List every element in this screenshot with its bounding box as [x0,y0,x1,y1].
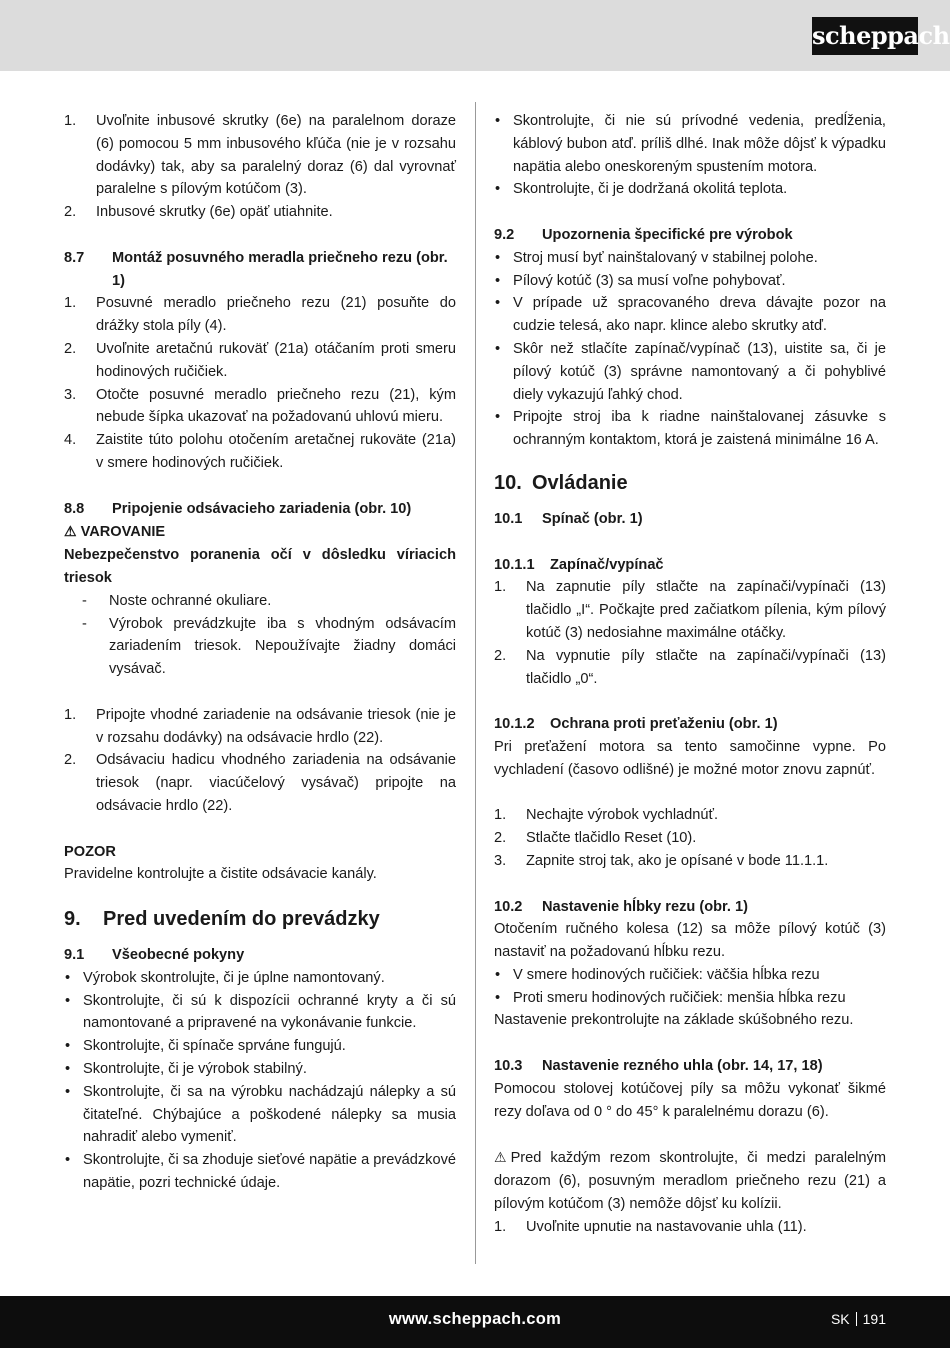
page-indicator [831,1311,886,1327]
warning-label: ⚠ VAROVANIE [64,520,456,544]
list-item: • Skontrolujte, či sú k dispozícii ochranné kryty a či sú namontované a pripravené na vykonávanie funkcie. [65,992,456,1032]
list-item: • V prípade už spracovaného dreva dávajte pozor na cudzie telesá, ako napr. klince alebo skrutky atď. [495,295,886,335]
right-column [494,110,886,1238]
list-item: 3. Zapnite stroj tak, ako je opísané v bode 11.1.1. [494,852,829,869]
list-item: • Skontrolujte, či je výrobok stabilný. [65,1061,307,1078]
list-item: • Pripojte stroj iba k riadne nainštalovanej zásuvke s ochranným kontaktom, ktorá je zaistená minimálne 16 A. [495,409,886,449]
section-heading-10-2: 10.2 Nastavenie hĺbky rezu (obr. 1) [494,898,749,915]
brand-logo: scheppach [812,17,918,55]
list-item: • Proti smeru hodinových ručičiek: menšia hĺbka rezu [495,989,846,1006]
section-heading-8-7: 8.7 Montáž posuvného meradla priečneho rezu (obr. 1) [64,249,448,289]
warning-text: Nebezpečenstvo poranenia očí v dôsledku víriacich triesok [64,547,456,586]
list-item: 2. Odsávaciu hadicu vhodného zariadenia na odsávanie triesok (napr. viacúčelový vysávač) pripojte na odsávacie hrdlo (22). [64,752,456,814]
list-item: - Výrobok prevádzkujte iba s vhodným odsávacím zariadením triesok. Nepoužívajte žiadny domáci vysávač. [82,615,456,678]
list-item: 2. Uvoľnite aretačnú rukoväť (21a) otáčaním proti smeru hodinových ručičiek. [64,340,456,380]
warning-triangle-icon: ⚠ [64,523,77,540]
list-item: 2. Na vypnutie píly stlačte na zapínači/vypínači (13) tlačidlo „0“. [494,647,886,687]
website-url: www.scheppach.com [388,1310,562,1328]
list-item: 2. Inbusové skrutky (6e) opäť utiahnite. [64,204,333,221]
list-item: 3. Otočte posuvné meradlo priečneho rezu (21), kým nebude šípka ukazovať na požadovanú uhlovú mieru. [64,386,456,426]
chapter-heading-9: 9. Pred uvedením do prevádzky [64,908,380,931]
section-heading-10-1-1: 10.1.1 Zapínač/vypínač [494,556,664,573]
warning-triangle-icon: ⚠ [494,1149,507,1166]
section-heading-8-8: 8.8 Pripojenie odsávacieho zariadenia (obr. 10) [64,500,412,517]
list-item: • Pílový kotúč (3) sa musí voľne pohybovať. [495,272,786,289]
section-heading-10-1-2: 10.1.2 Ochrana proti preťaženiu (obr. 1) [494,716,778,733]
chapter-heading-10: 10. Ovládanie [494,471,628,494]
list-item: • Skôr než stlačíte zapínač/vypínač (13), uistite sa, či je pílový kotúč (3) správne namontovaný a či pohyblivé diely vykazujú ľahký chod. [495,340,886,403]
language-code: SK [830,1311,850,1327]
list-item: 4. Zaistite túto polohu otočením aretačnej rukoväte (21a) v smere hodinových ručičiek. [64,432,456,471]
list-item: 1. Uvoľnite inbusové skrutky (6e) na paralelnom doraze (6) pomocou 5 mm inbusového kľúča (nie je v rozsahu dodávky) tak, aby sa paralelný doraz (6) dal vyrovnať paralelne s pílovým kotúčom (3). [64,113,456,198]
paragraph: Otočením ručného kolesa (12) sa môže pílový kotúč (3) nastaviť na požadovanú hĺbku rezu. [494,921,886,961]
header-bar [0,0,950,71]
left-column [64,110,456,1195]
list-item: 1. Uvoľnite upnutie na nastavovanie uhla (11). [494,1218,807,1235]
paragraph: Nastavenie prekontrolujte na základe skúšobného rezu. [494,1012,854,1029]
page-number: 191 [862,1311,886,1327]
list-item: 2. Stlačte tlačidlo Reset (10). [494,830,697,847]
list-item: 1. Posuvné meradlo priečneho rezu (21) posuňte do drážky stola píly (4). [64,295,456,335]
section-heading-9-2: 9.2 Upozornenia špecifické pre výrobok [494,226,793,243]
paragraph: Pomocou stolovej kotúčovej píly sa môžu vykonať šikmé rezy doľava od 0 ° do 45° k paralelnému dorazu (6). [494,1080,886,1120]
footer-bar [0,1296,950,1348]
list-item: • Skontrolujte, či sa zhoduje sieťové napätie a prevádzkové napätie, pozri technické údaje. [65,1152,456,1192]
list-item: • Skontrolujte, či spínače sprváne fungujú. [65,1038,346,1055]
note-label: POZOR [64,843,116,860]
list-item: 1. Nechajte výrobok vychladnúť. [494,807,719,824]
section-heading-10-3: 10.3 Nastavenie rezného uhla (obr. 14, 17, 18) [494,1058,823,1075]
list-item: 1. Na zapnutie píly stlačte na zapínači/vypínači (13) tlačidlo „I“. Počkajte pred začiatkom pílenia, kým pílový kotúč (3) nedosiahne maximálne otáčky. [494,579,886,641]
list-item: • Stroj musí byť nainštalovaný v stabilnej polohe. [495,249,818,266]
list-item: • Skontrolujte, či je dodržaná okolitá teplota. [495,181,788,198]
paragraph: Pri preťažení motora sa tento samočinne vypne. Po vychladení (časovo odlišné) je možné motor znovu zapnúť. [494,738,886,778]
section-heading-9-1: 9.1 Všeobecné pokyny [64,947,245,964]
column-divider [475,102,476,1264]
list-item: • Skontrolujte, či nie sú prívodné vedenia, predĺženia, káblový bubon atď. príliš dlhé. Inak môže dôjsť k výpadku napätia alebo oneskoreným spustením motora. [495,113,886,175]
list-item: • Skontrolujte, či sa na výrobku nachádzajú nálepky a sú čitateľné. Chýbajúce a poškodené nálepky sa musia nahradiť alebo vymeniť. [65,1083,456,1146]
note-text: Pravidelne kontrolujte a čistite odsávacie kanály. [64,866,377,883]
section-heading-10-1: 10.1 Spínač (obr. 1) [494,510,643,527]
warning-paragraph: ⚠ Pred každým rezom skontrolujte, či medzi paralelným dorazom (6), posuvným meradlom priečneho rezu (21) a pílovým kotúčom (3) nemôže dôjsť ku kolízii. [494,1146,886,1215]
list-item: 1. Pripojte vhodné zariadenie na odsávanie triesok (nie je v rozsahu dodávky) na odsávacie hrdlo (22). [64,706,456,746]
list-item: - Noste ochranné okuliare. [82,592,272,609]
list-item: • V smere hodinových ručičiek: väčšia hĺbka rezu [495,966,820,983]
list-item: • Výrobok skontrolujte, či je úplne namontovaný. [65,969,385,986]
separator [856,1312,857,1326]
